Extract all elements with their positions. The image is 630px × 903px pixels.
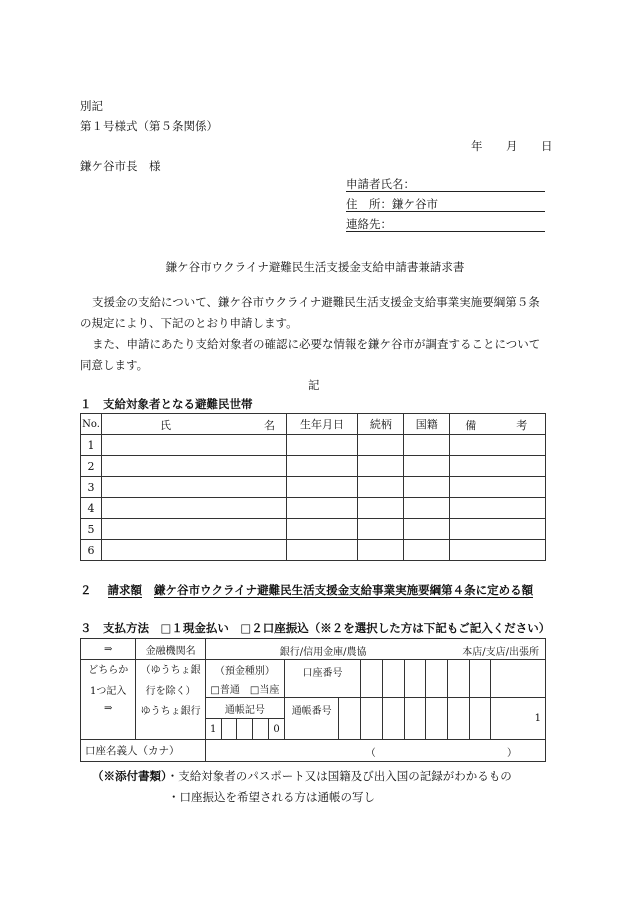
col-remarks-a: 備 [465, 419, 477, 432]
payment-table [80, 638, 546, 762]
body-paragraph-1b: の規定により、下記のとおり申請します。 [80, 316, 298, 330]
cell-relation[interactable] [358, 540, 404, 561]
passbook-digit[interactable] [404, 698, 426, 740]
table-row [81, 456, 546, 477]
col-no: No. [81, 414, 102, 435]
cell-nationality[interactable] [404, 456, 450, 477]
col-name-family: 氏 [159, 419, 171, 432]
yucho-excluded-note: （ゆうちょ銀 行を除く） [136, 660, 205, 698]
col-birthdate: 生年月日 [286, 414, 358, 435]
deposit-type-label: （預金種別） [214, 665, 275, 677]
cell-birthdate[interactable] [286, 435, 358, 456]
ki-label: 記 [308, 378, 320, 392]
col-remarks [450, 414, 546, 435]
applicant-name-label: 申請者氏名： [346, 177, 415, 191]
cell-remarks[interactable] [450, 435, 546, 456]
cell-relation[interactable] [358, 477, 404, 498]
account-number-label: 口座番号 [284, 660, 360, 698]
branch-type-options: 本店/支店/出張所 [462, 647, 539, 658]
table-row [81, 540, 546, 561]
cell-birthdate[interactable] [286, 498, 358, 519]
col-nationality: 国籍 [404, 414, 450, 435]
cell-relation[interactable] [358, 435, 404, 456]
account-digit[interactable] [491, 660, 546, 698]
row-no: 2 [81, 456, 102, 477]
passbook-code-label: 通帳記号 [205, 698, 284, 719]
table-row [81, 498, 546, 519]
account-digit[interactable] [469, 660, 491, 698]
row-no: 1 [81, 435, 102, 456]
code-digit[interactable] [221, 719, 237, 740]
passbook-digit[interactable] [361, 698, 383, 740]
passbook-digit[interactable] [469, 698, 491, 740]
cell-remarks[interactable] [450, 519, 546, 540]
cell-remarks[interactable] [450, 477, 546, 498]
section2-heading [80, 582, 533, 598]
arrow-icon: ⇒ [81, 698, 136, 719]
account-holder-field[interactable] [205, 740, 545, 762]
cell-relation[interactable] [358, 498, 404, 519]
bank-name-field[interactable] [205, 639, 545, 660]
attachments-label: （※添付書類） [92, 769, 167, 783]
yucho-bank-label: ゆうちょ銀行 [136, 698, 205, 740]
col-relation: 続柄 [358, 414, 404, 435]
applicant-name-field[interactable] [346, 176, 545, 192]
applicant-contact-label: 連絡先： [346, 217, 392, 231]
row-no: 6 [81, 540, 102, 561]
section1-heading: １ 支給対象者となる避難民世帯 [80, 397, 253, 411]
date-day: 日 [541, 139, 553, 153]
choose-one-note: どちらか 1つ記入 [81, 660, 136, 698]
cell-remarks[interactable] [450, 498, 546, 519]
cell-birthdate[interactable] [286, 540, 358, 561]
addressee: 鎌ケ谷市長 様 [80, 159, 161, 173]
cell-nationality[interactable] [404, 477, 450, 498]
code-last-digit: 0 [269, 719, 285, 740]
account-digit[interactable] [448, 660, 470, 698]
cell-birthdate[interactable] [286, 519, 358, 540]
col-name-given: 名 [263, 419, 275, 432]
cell-birthdate[interactable] [286, 456, 358, 477]
date-year: 年 [471, 139, 483, 153]
section2-text: 鎌ケ谷市ウクライナ避難民生活支援金支給事業実施要綱第４条に定める額 [154, 583, 534, 597]
date-month: 月 [506, 139, 518, 153]
cell-nationality[interactable] [404, 435, 450, 456]
cell-nationality[interactable] [404, 540, 450, 561]
code-digit[interactable] [253, 719, 269, 740]
attachments-line-1 [92, 768, 512, 784]
passbook-digit[interactable] [339, 698, 361, 740]
passbook-last-digit: 1 [491, 698, 546, 740]
col-name [101, 414, 286, 435]
body-paragraph-1a: 支援金の支給について、鎌ケ谷市ウクライナ避難民生活支援金支給事業実施要綱第５条 [92, 295, 540, 309]
cell-nationality[interactable] [404, 498, 450, 519]
cell-name[interactable] [101, 477, 286, 498]
account-holder-label: 口座名義人（カナ） [81, 740, 206, 762]
account-digit[interactable] [426, 660, 448, 698]
applicant-address-label: 住 所：鎌ケ谷市 [346, 197, 438, 211]
body-paragraph-2b: 同意します。 [80, 358, 149, 372]
bank-type-options: 銀行/信用金庫/農協 [279, 647, 367, 658]
applicant-contact-field[interactable] [346, 216, 545, 232]
household-table [80, 413, 546, 561]
arrow-icon: ⇒ [81, 639, 136, 660]
deposit-type-options: □普通 □当座 [210, 684, 280, 696]
col-remarks-b: 考 [516, 419, 528, 432]
applicant-address-field[interactable] [346, 196, 545, 212]
section2-label: 請求額 [107, 583, 143, 597]
body-paragraph-2a: また、申請にあたり支給対象者の確認に必要な情報を鎌ケ谷市が調査することについて [92, 337, 541, 351]
attachment-item-1: ・支給対象者のパスポート又は国籍及び出入国の記録がわかるもの [166, 769, 512, 783]
cell-name[interactable] [101, 435, 286, 456]
cell-name[interactable] [101, 456, 286, 477]
table-row [81, 477, 546, 498]
account-digit[interactable] [382, 660, 404, 698]
cell-name[interactable] [101, 519, 286, 540]
passbook-digit[interactable] [448, 698, 470, 740]
row-no: 4 [81, 498, 102, 519]
holder-open-paren: （ [365, 748, 376, 759]
passbook-digit[interactable] [426, 698, 448, 740]
document-title: 鎌ケ谷市ウクライナ避難民生活支援金支給申請書兼請求書 [165, 260, 465, 274]
annex-label: 別記 [80, 99, 103, 113]
cell-birthdate[interactable] [286, 477, 358, 498]
blank-cell [81, 719, 136, 740]
row-no: 3 [81, 477, 102, 498]
bank-name-label: 金融機関名 [136, 639, 205, 660]
account-digit[interactable] [404, 660, 426, 698]
holder-close-paren: ） [507, 748, 517, 759]
cell-relation[interactable] [358, 456, 404, 477]
cell-nationality[interactable] [404, 519, 450, 540]
code-first-digit: 1 [205, 719, 221, 740]
passbook-number-label: 通帳番号 [284, 698, 338, 740]
account-digit[interactable] [361, 660, 383, 698]
cell-remarks[interactable] [450, 540, 546, 561]
section2-number: ２ [80, 583, 92, 597]
form-number: 第１号様式（第５条関係） [80, 119, 218, 133]
table-row [81, 519, 546, 540]
section3-heading: ３ 支払方法 □１現金払い □２口座振込（※２を選択した方は下記もご記入ください） [80, 621, 551, 635]
cell-name[interactable] [101, 498, 286, 519]
deposit-type-field[interactable] [205, 660, 284, 698]
cell-name[interactable] [101, 540, 286, 561]
code-digit[interactable] [237, 719, 253, 740]
cell-relation[interactable] [358, 519, 404, 540]
table-row [81, 435, 546, 456]
table-header-row [81, 414, 546, 435]
cell-remarks[interactable] [450, 456, 546, 477]
attachment-item-2: ・口座振込を希望される方は通帳の写し [168, 790, 375, 804]
passbook-digit[interactable] [382, 698, 404, 740]
row-no: 5 [81, 519, 102, 540]
